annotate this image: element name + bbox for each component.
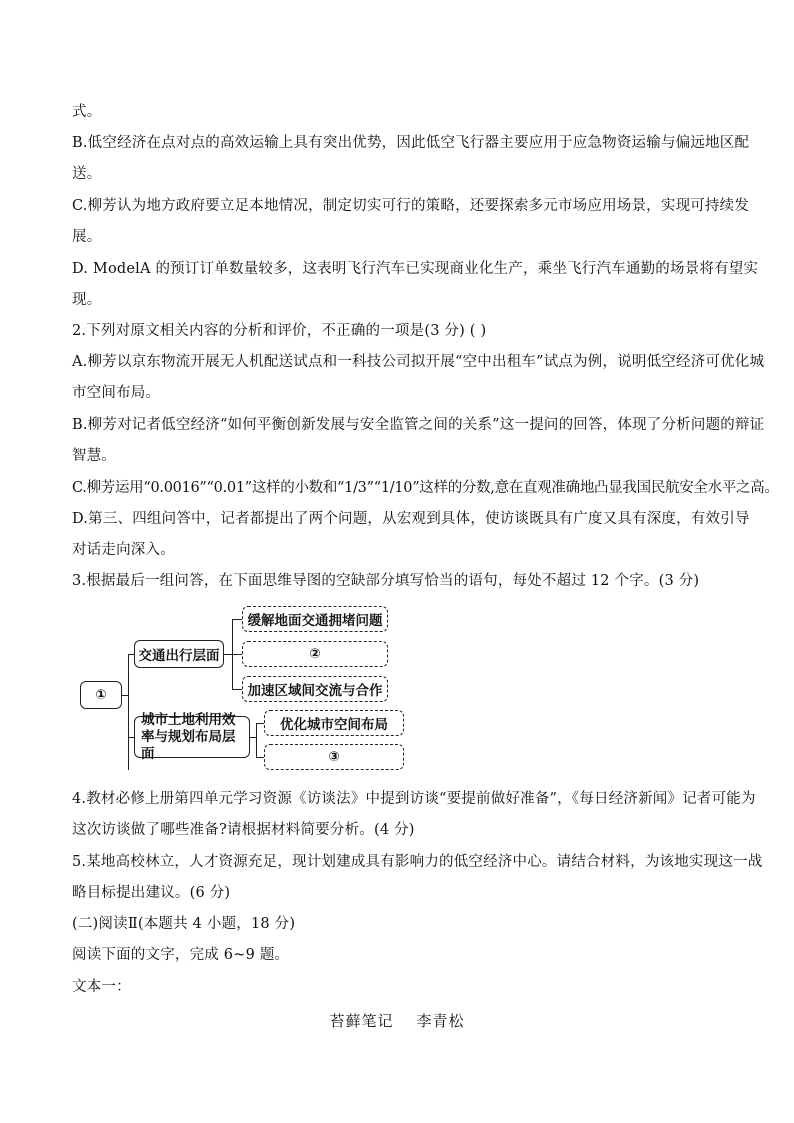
mindmap-leaf-exchange: 加速区域间交流与合作 bbox=[242, 676, 388, 702]
line-11: B.柳芳对记者低空经济“如何平衡创新发展与安全监管之间的关系”这一提问的回答，体现了分析问题的辩证 bbox=[72, 417, 765, 433]
connector-b2-leaf1 bbox=[256, 723, 264, 724]
connector-b2-spine bbox=[256, 723, 263, 757]
section-heading: (二)阅读Ⅱ(本题共 4 小题，18 分) bbox=[72, 916, 296, 932]
line-9: A.柳芳以京东物流开展无人机配送试点和一科技公司拟开展“空中出租车”试点为例，说明低空经济可优化城 bbox=[72, 354, 765, 370]
question-3: 3.根据最后一组问答，在下面思维导图的空缺部分填写恰当的语句，每处不超过 12 个字。(3 分) bbox=[72, 573, 700, 589]
line-1: 式。 bbox=[72, 104, 102, 120]
line-6: D. ModelA 的预订订单数量较多，这表明飞行汽车已实现商业化生产，乘坐飞行汽车通勤的场景将有望实 bbox=[72, 261, 759, 277]
line-20: 略目标提出建议。(6 分) bbox=[72, 885, 231, 901]
connector-b1-leaf3 bbox=[232, 689, 242, 690]
mindmap-leaf-layout: 优化城市空间布局 bbox=[264, 710, 404, 736]
mindmap-branch-land-use: 城市土地利用效率与规划布局层面 bbox=[134, 716, 250, 758]
line-15: 对话走向深入。 bbox=[72, 542, 175, 558]
mind-map bbox=[76, 604, 406, 774]
line-5: 展。 bbox=[72, 229, 102, 245]
connector-b1-leaf1 bbox=[232, 619, 242, 620]
line-14: D.第三、四组问答中，记者都提出了两个问题，从宏观到具体，使访谈既具有广度又具有深度，有效引导 bbox=[72, 511, 750, 527]
mindmap-root-blank: ① bbox=[80, 681, 122, 709]
line-18: 这次访谈做了哪些准备?请根据材料简要分析。(4 分) bbox=[72, 822, 415, 838]
article-title: 苔藓笔记 李青松 bbox=[329, 1012, 465, 1030]
question-4: 4.教材必修上册第四单元学习资源《访谈法》中提到访谈“要提前做好准备”，《每日经济新闻》记者可能为 bbox=[72, 791, 756, 807]
line-10: 市空间布局。 bbox=[72, 385, 161, 401]
question-5: 5.某地高校林立，人才资源充足，现计划建成具有影响力的低空经济中心。请结合材料，为该地实现这一战 bbox=[72, 854, 763, 870]
line-12: 智慧。 bbox=[72, 448, 117, 464]
reading-instruction: 阅读下面的文字，完成 6~9 题。 bbox=[72, 947, 290, 963]
question-2: 2.下列对原文相关内容的分析和评价，不正确的一项是(3 分) ( ) bbox=[72, 323, 487, 339]
mindmap-leaf-blank-2: ② bbox=[242, 641, 388, 667]
line-3: 送。 bbox=[72, 166, 102, 182]
mindmap-leaf-blank-3: ③ bbox=[264, 744, 404, 770]
mindmap-leaf-congestion: 缓解地面交通拥堵问题 bbox=[242, 606, 388, 632]
connector-b1-out bbox=[224, 654, 232, 655]
text-one-label: 文本一： bbox=[72, 979, 131, 995]
connector-b2-leaf2 bbox=[256, 757, 264, 758]
mindmap-branch-traffic: 交通出行层面 bbox=[134, 640, 224, 668]
line-7: 现。 bbox=[72, 292, 102, 308]
connector-b1-leaf2 bbox=[232, 654, 242, 655]
line-2: B.低空经济在点对点的高效运输上具有突出优势，因此低空飞行器主要应用于应急物资运输与偏远地区配 bbox=[72, 135, 750, 151]
line-4: C.柳芳认为地方政府要立足本地情况，制定切实可行的策略，还要探索多元市场应用场景，实现可持续发 bbox=[72, 198, 750, 214]
line-13: C.柳芳运用“0.0016”“0.01”这样的小数和“1/3”“1/10”这样的分数,意在直观准确地凸显我国民航安全水平之高。 bbox=[72, 480, 779, 496]
